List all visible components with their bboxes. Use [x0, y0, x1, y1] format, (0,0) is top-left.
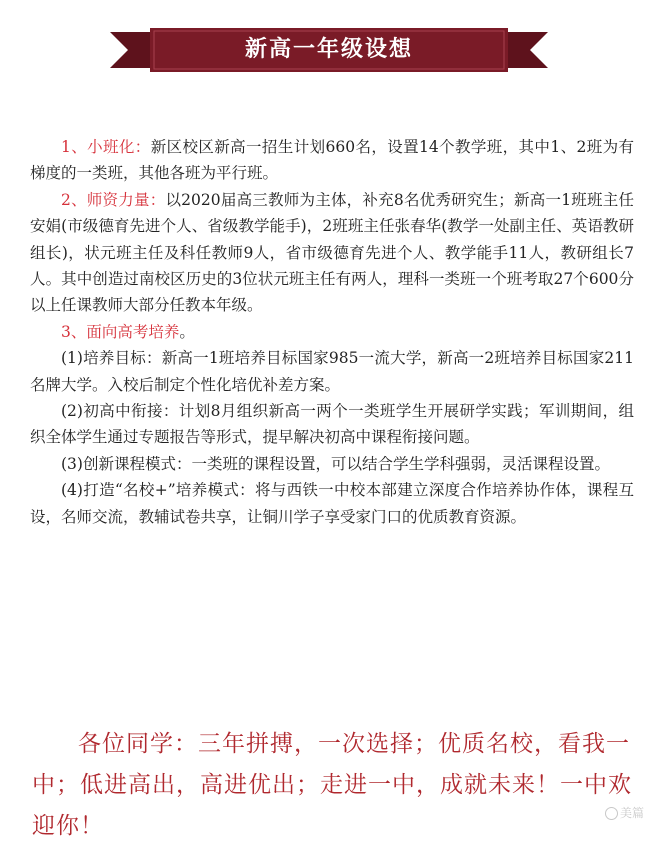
section-heading: 2、师资力量： — [61, 190, 166, 209]
title-banner — [110, 28, 548, 72]
section-text: 。 — [179, 322, 195, 341]
section-heading: 1、小班化： — [61, 138, 151, 156]
list-item: (1)培养目标：新高一1班培养目标国家985一流大学，新高一2班培养目标国家211名牌大学。入校后制定个性化培优补差方案。 — [30, 349, 634, 394]
section-text: 以2020届高三教师为主体，补充8名优秀研究生；新高一1班班主任安娟(市级德育先进个人、省级教学能手)，2班班主任张春华(教学一处副主任、英语教研组长)，状元班主任及科任教师9人，省市级德育先进个人、教学能手11人，教研组长7人。其中创造过南校区历史的3位状元班主任有两人，理科一类班一个班考取27个600分以上任课教师大部分任教本年级。 — [30, 190, 634, 315]
watermark-text: 美篇 — [619, 806, 644, 820]
section-heading: 3、面向高考培养 — [61, 322, 180, 341]
list-item: (4)打造“名校+”培养模式：将与西铁一中校本部建立深度合作培养协作体，课程互设，名师交流，教辅试卷共享，让铜川学子享受家门口的优质教育资源。 — [30, 481, 634, 526]
section-text: 新区校区新高一招生计划660名，设置14个教学班，其中1、2班为有梯度的一类班，其他各班为平行班。 — [30, 138, 634, 183]
list-item: (2)初高中衔接：计划8月组织新高一两个一类班学生开展研学实践；军训期间，组织全体学生通过专题报告等形式，提早解决初高中课程衔接问题。 — [30, 402, 634, 447]
article-body — [30, 134, 634, 530]
watermark — [605, 804, 644, 821]
section-3 — [30, 319, 634, 345]
section-1 — [30, 134, 634, 187]
list-item: (3)创新课程模式：一类班的课程设置，可以结合学生学科强弱，灵活课程设置。 — [61, 454, 610, 473]
page-title: 新高一年级设想 — [244, 37, 413, 62]
meipian-logo-icon — [605, 807, 618, 820]
closing-slogan: 各位同学：三年拼搏，一次选择；优质名校，看我一中；低进高出，高进优出；走进一中，成就未来！一中欢迎你！ — [32, 731, 632, 839]
section-2 — [30, 187, 634, 319]
